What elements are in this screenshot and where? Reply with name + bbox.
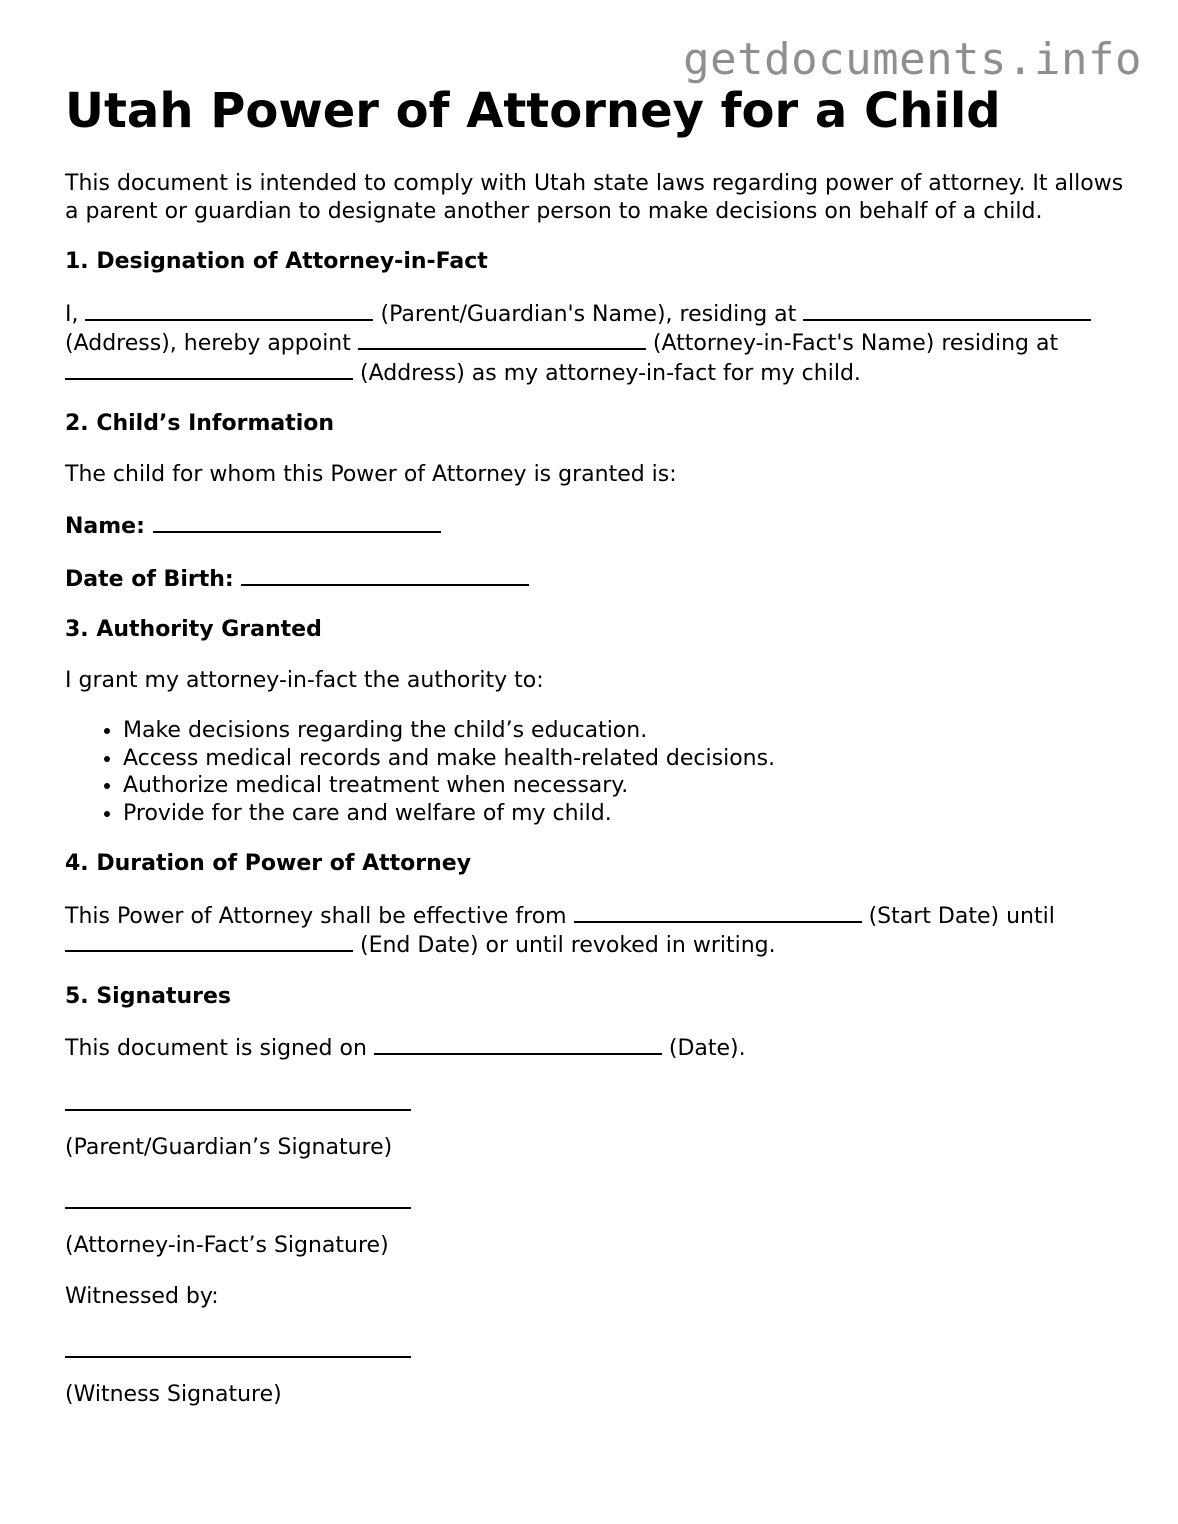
witness-signature-label: (Witness Signature)	[65, 1382, 282, 1407]
witness-signature-line[interactable]	[65, 1356, 411, 1358]
attorney-signature-line[interactable]	[65, 1207, 411, 1209]
list-item: • Authorize medical treatment when necessary.	[123, 772, 1125, 800]
attorney-name-blank[interactable]	[358, 328, 646, 350]
parent-address-blank[interactable]	[803, 299, 1091, 321]
signed-date-blank[interactable]	[374, 1033, 662, 1055]
section-child-heading: 2. Child’s Information	[65, 411, 335, 436]
intro-paragraph: This document is intended to comply with Utah state laws regarding power of attorney. It allows a parent or guardian to designate another person to make decisions on behalf of a child.	[65, 171, 1124, 224]
signed-on-row	[65, 1033, 1125, 1063]
attorney-address-blank[interactable]	[65, 358, 353, 380]
child-name-blank[interactable]	[153, 511, 441, 533]
child-name-label: Name:	[65, 514, 145, 539]
list-item: • Access medical records and make health-related decisions.	[123, 745, 1125, 773]
designation-text-3: (Address), hereby appoint	[65, 331, 351, 356]
list-item: • Make decisions regarding the child’s education.	[123, 717, 1125, 745]
parent-name-blank[interactable]	[85, 299, 373, 321]
designation-paragraph	[65, 299, 1125, 388]
child-name-row	[65, 511, 1125, 541]
list-item: • Provide for the care and welfare of my child.	[123, 800, 1125, 828]
section-designation-heading: 1. Designation of Attorney-in-Fact	[65, 249, 488, 274]
section-duration-heading: 4. Duration of Power of Attorney	[65, 851, 472, 876]
child-dob-blank[interactable]	[241, 564, 529, 586]
authority-list	[65, 717, 1125, 827]
signed-on-text: This document is signed on	[65, 1036, 367, 1061]
document-title: Utah Power of Attorney for a Child	[65, 83, 1001, 139]
start-date-blank[interactable]	[574, 901, 862, 923]
duration-text-1: This Power of Attorney shall be effective from	[65, 903, 567, 929]
document-page	[65, 82, 1125, 1409]
designation-text-4: (Attorney-in-Fact's Name) residing at	[652, 331, 1059, 356]
end-date-blank[interactable]	[65, 930, 353, 952]
parent-signature-line[interactable]	[65, 1109, 411, 1111]
signed-date-label: (Date).	[668, 1036, 746, 1061]
duration-text-2: (Start Date) until	[868, 903, 1055, 929]
authority-intro-text: I grant my attorney-in-fact the authority to:	[65, 667, 544, 693]
designation-text-1: I,	[65, 301, 79, 327]
duration-text-3: (End Date) or until revoked in writing.	[360, 933, 776, 958]
child-intro-text: The child for whom this Power of Attorney is granted is:	[65, 461, 677, 487]
section-authority-heading: 3. Authority Granted	[65, 617, 322, 642]
attorney-signature-label: (Attorney-in-Fact’s Signature)	[65, 1233, 389, 1258]
witnessed-by-label: Witnessed by:	[65, 1283, 219, 1309]
designation-text-5: (Address) as my attorney-in-fact for my child.	[360, 360, 861, 386]
watermark: getdocuments.info	[683, 34, 1142, 85]
parent-signature-label: (Parent/Guardian’s Signature)	[65, 1134, 393, 1160]
child-dob-row	[65, 564, 1125, 594]
child-dob-label: Date of Birth:	[65, 566, 234, 592]
section-signatures-heading: 5. Signatures	[65, 983, 232, 1009]
duration-paragraph	[65, 901, 1125, 960]
designation-text-2: (Parent/Guardian's Name), residing at	[380, 301, 797, 327]
